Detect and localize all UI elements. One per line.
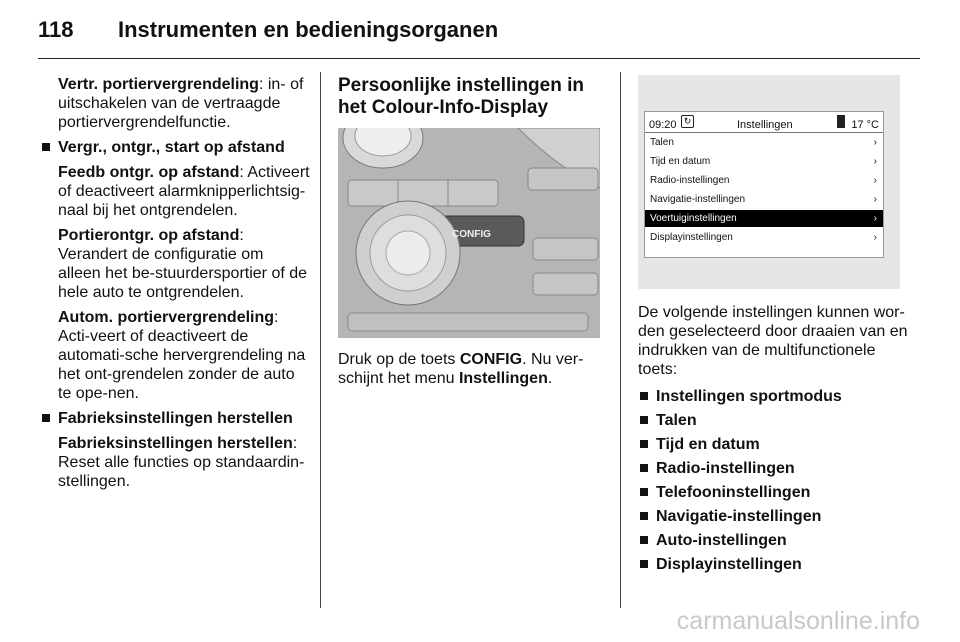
- intro-text: De volgende instellingen kunnen wor-den geselecteerd door draaien van en indrukken van de multifunctionele toets:: [638, 304, 908, 378]
- bullet-square-icon: [640, 464, 648, 472]
- chevron-right-icon: ›: [873, 213, 877, 224]
- display-status-bar: [645, 112, 883, 133]
- chevron-right-icon: ›: [873, 137, 877, 148]
- sync-icon: ↻: [681, 115, 694, 128]
- display-title: Instellingen: [737, 119, 793, 131]
- entry-remote-feedback: Feedb ontgr. op afstand: Activeert of deactiveert alarmknipperlichtsig-naal bij het ontgrendelen.: [58, 164, 310, 219]
- display-screenshot: [638, 75, 900, 289]
- control-panel-photo: [338, 128, 600, 338]
- display-menu-item-label: Talen: [650, 137, 674, 148]
- settings-list-item: Instellingen sportmodus: [638, 387, 908, 406]
- display-panel: [644, 111, 884, 258]
- photo-caption: Druk op de toets CONFIG. Nu ver-schijnt het menu Instellingen.: [338, 351, 584, 387]
- bullet-remote-lock: Vergr., ontgr., start op afstand: [40, 138, 310, 157]
- column-3: [638, 75, 908, 579]
- display-menu-item-label: Displayinstellingen: [650, 232, 733, 243]
- bullet-square-icon: [640, 536, 648, 544]
- section-heading: Persoonlijke instellingen in het Colour-Info-Display: [338, 75, 584, 118]
- chevron-right-icon: ›: [873, 232, 877, 243]
- page-header: [38, 14, 900, 44]
- header-rule: [38, 58, 920, 59]
- bullet-factory-reset: Fabrieksinstellingen herstellen: [40, 409, 310, 428]
- display-menu-item: [645, 191, 883, 208]
- settings-list-item: Navigatie-instellingen: [638, 507, 908, 526]
- bullet-square-icon: [42, 143, 50, 151]
- column-divider-1: [320, 72, 321, 608]
- entry-auto-door-lock: Autom. portiervergrendeling: Acti-veert of deactiveert de automati-sche hervergrendeling na het ont-grendelen zonder de auto te ope-nen.: [58, 309, 306, 402]
- bullet-square-icon: [640, 512, 648, 520]
- config-button-label: CONFIG: [452, 229, 491, 240]
- display-menu-item: [645, 134, 883, 151]
- settings-list-item: Displayinstellingen: [638, 555, 908, 574]
- bullet-square-icon: [42, 414, 50, 422]
- settings-list: [638, 387, 908, 574]
- settings-list-item: Talen: [638, 411, 908, 430]
- bullet-square-icon: [640, 488, 648, 496]
- column-divider-2: [620, 72, 621, 608]
- bullet-square-icon: [640, 440, 648, 448]
- entry-remote-door-unlock: Portierontgr. op afstand: Verandert de configuratie om alleen het be-stuurdersportier of de hele auto te ontgrendelen.: [58, 227, 308, 301]
- settings-list-item: Tijd en datum: [638, 435, 908, 454]
- watermark: carmanualsonline.info: [676, 607, 920, 635]
- entry-factory-reset: Fabrieksinstellingen herstellen: Reset alle functies op standaardin-stellingen.: [58, 435, 305, 490]
- settings-list-item: Radio-instellingen: [638, 459, 908, 478]
- display-menu-item: [645, 210, 883, 227]
- display-menu-item: [645, 229, 883, 246]
- display-temperature: 17 °C: [851, 119, 879, 131]
- settings-list-item: Telefooninstellingen: [638, 483, 908, 502]
- display-menu-item: [645, 172, 883, 189]
- chevron-right-icon: ›: [873, 194, 877, 205]
- column-2: [338, 75, 603, 388]
- display-time: 09:20: [649, 119, 677, 131]
- column-1: [40, 75, 310, 497]
- settings-list-item: Auto-instellingen: [638, 531, 908, 550]
- entry-door-lock-delay: Vertr. portiervergrendeling: in- of uitschakelen van de vertraagde portiervergrendelfunctie.: [58, 76, 304, 131]
- bullet-square-icon: [640, 560, 648, 568]
- display-menu-item-label: Voertuiginstellingen: [650, 213, 737, 224]
- display-menu-item: [645, 153, 883, 170]
- page-number: 118: [38, 17, 74, 42]
- phone-icon: [837, 115, 845, 128]
- display-menu-item-label: Navigatie-instellingen: [650, 194, 746, 205]
- chevron-right-icon: ›: [873, 156, 877, 167]
- bullet-square-icon: [640, 416, 648, 424]
- bullet-square-icon: [640, 392, 648, 400]
- page-title: Instrumenten en bedieningsorganen: [118, 17, 499, 42]
- chevron-right-icon: ›: [873, 175, 877, 186]
- display-menu-item-label: Tijd en datum: [650, 156, 711, 167]
- display-menu-item-label: Radio-instellingen: [650, 175, 730, 186]
